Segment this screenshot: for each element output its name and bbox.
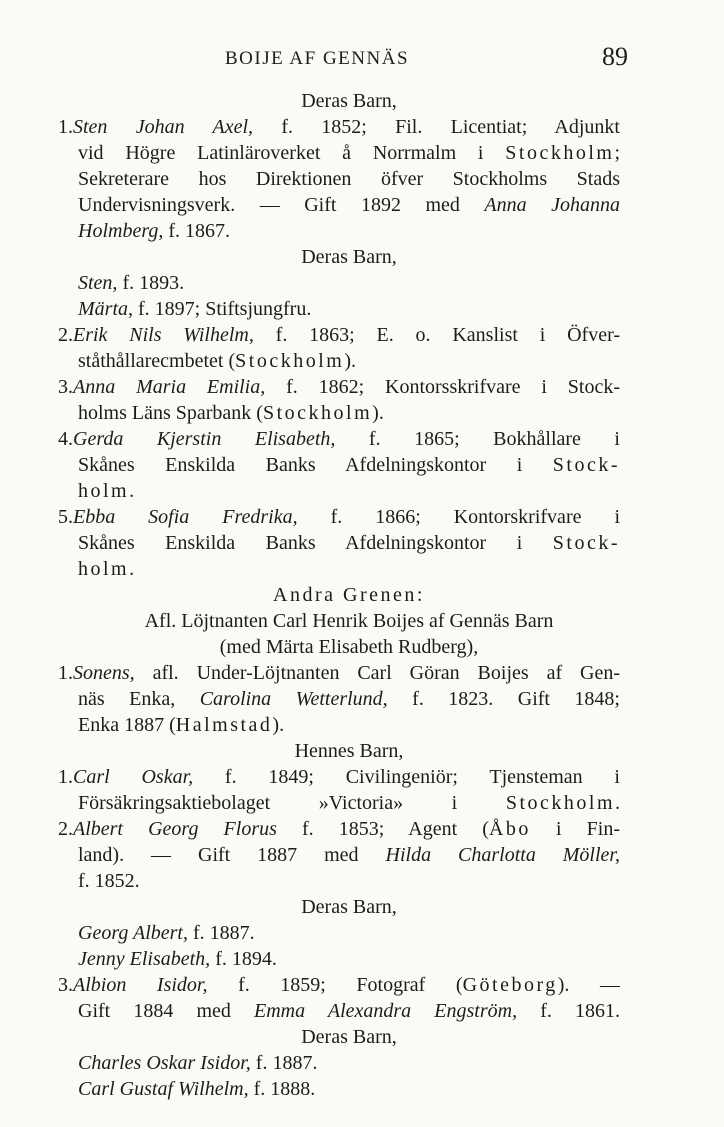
text-line-9 (78, 296, 620, 322)
spaced-text: Stockholm (505, 792, 615, 814)
text-run: Deras Barn, (301, 1026, 397, 1048)
text-run: f. 1863; E. o. Kanslist i Öfver- (253, 324, 620, 346)
name-italic: Jenny Elisabeth, (78, 948, 211, 970)
text-line-27 (58, 764, 620, 790)
text-run: 5. (58, 506, 73, 528)
text-line-33 (78, 920, 620, 946)
text-run: f. 1862; Kontorsskrifvare i Stock- (265, 376, 620, 398)
text-run: Sekreterare hos Direktionen öfver Stockholms Stads (78, 168, 620, 190)
spaced-text: Halmstad (175, 714, 273, 736)
text-run: Undervisningsverk. — Gift 1892 med (78, 194, 485, 216)
text-run: afl. Under-Löjtnanten Carl Göran Boijes af Gen- (134, 662, 620, 684)
spaced-text: Stock- (552, 454, 620, 476)
spaced-text: Stockholm (505, 142, 615, 164)
spaced-text: Göteborg (462, 974, 558, 996)
text-line-4 (78, 166, 620, 192)
name-italic: Carl Oskar, (73, 766, 194, 788)
text-line-6 (78, 218, 620, 244)
text-line-21 (78, 608, 620, 634)
name-italic: Ebba Sofia Fredrika, (73, 506, 298, 528)
name-italic: Anna Johanna (484, 194, 620, 216)
text-line-20 (78, 582, 620, 608)
text-run: f. 1867. (163, 220, 231, 242)
text-run: 1. (58, 662, 73, 684)
name-italic: Anna Maria Emilia, (73, 376, 266, 398)
text-run: holms Läns Sparbank ( (78, 402, 263, 424)
text-run: f. 1859; Fotograf ( (207, 974, 463, 996)
text-run: Deras Barn, (301, 896, 397, 918)
text-run: Enka 1887 ( (78, 714, 176, 736)
text-run: 3. (58, 376, 73, 398)
text-run: f. 1861. (517, 1000, 620, 1022)
name-italic: Sten, (78, 272, 118, 294)
spaced-text: holm. (78, 558, 137, 580)
text-line-36 (78, 998, 620, 1024)
name-italic: Georg Albert, (78, 922, 188, 944)
text-run: f. 1823. Gift 1848; (387, 688, 620, 710)
text-line-38 (78, 1050, 620, 1076)
text-line-22 (78, 634, 620, 660)
name-italic: Holmberg, (78, 220, 164, 242)
text-run: 2. (58, 324, 73, 346)
text-run: f. 1887. (188, 922, 255, 944)
text-run: f. 1888. (248, 1078, 316, 1100)
text-line-17 (58, 504, 620, 530)
text-line-11 (78, 348, 620, 374)
text-line-12 (58, 374, 620, 400)
running-title: BOIJE AF GENNÄS (225, 48, 410, 69)
text-run: f. 1852; Fil. Licentiat; Adjunkt (253, 116, 620, 138)
text-run: f. 1893. (117, 272, 185, 294)
text-run: vid Högre Latinläroverket å Norrmalm i (78, 142, 506, 164)
spaced-text: holm. (78, 480, 137, 502)
name-italic: Carolina Wetterlund, (199, 688, 388, 710)
text-line-19 (78, 556, 620, 582)
text-run: f. 1887. (250, 1052, 318, 1074)
text-run: f. 1849; Civilingeniör; Tjensteman i (193, 766, 620, 788)
text-line-28 (78, 790, 620, 816)
text-run: f. 1897; Stiftsjungfru. (133, 298, 312, 320)
text-run: f. 1853; Agent ( (276, 818, 489, 840)
text-line-15 (78, 452, 620, 478)
name-italic: Sonens, (73, 662, 135, 684)
text-run: ). (372, 402, 384, 424)
text-run: Hennes Barn, (294, 740, 404, 762)
text-run: (med Märta Elisabeth Rudberg), (219, 636, 479, 658)
name-italic: Carl Gustaf Wilhelm, (78, 1078, 249, 1100)
text-run: 2. (58, 818, 73, 840)
name-italic: Albert Georg Florus (73, 818, 277, 840)
page-header (0, 42, 724, 78)
text-run: ). (344, 350, 356, 372)
text-run: f. 1865; Bokhållare i (335, 428, 620, 450)
name-italic: Hilda Charlotta Möller, (385, 844, 620, 866)
text-run: ). (272, 714, 285, 736)
text-line-26 (78, 738, 620, 764)
text-line-24 (78, 686, 620, 712)
text-run: f. 1894. (210, 948, 277, 970)
text-line-31 (78, 868, 620, 894)
text-line-37 (78, 1024, 620, 1050)
text-line-18 (78, 530, 620, 556)
name-italic: Charles Oskar Isidor, (78, 1052, 251, 1074)
spaced-text: Stock- (552, 532, 620, 554)
text-line-5 (78, 192, 620, 218)
spaced-text: Stockholm (235, 350, 345, 372)
text-line-7 (78, 244, 620, 270)
text-run: ). — (557, 974, 620, 996)
text-run: 1. (58, 766, 73, 788)
name-italic: Märta, (78, 298, 133, 320)
text-run: Gift 1884 med (78, 1000, 255, 1022)
text-run: f. 1866; Kontorskrifvare i (297, 506, 620, 528)
text-line-10 (58, 322, 620, 348)
text-run: Skånes Enskilda Banks Afdelningskontor i (78, 454, 553, 476)
text-run: 1. (58, 116, 73, 138)
name-italic: Erik Nils Wilhelm, (73, 324, 254, 346)
text-line-34 (78, 946, 620, 972)
text-run: ståthållarecmbetet ( (78, 350, 236, 372)
name-italic: Emma Alexandra Engström, (254, 1000, 518, 1022)
text-run: 4. (58, 428, 73, 450)
text-run: . (615, 792, 620, 814)
name-italic: Gerda Kjerstin Elisabeth, (73, 428, 336, 450)
text-run: i Fin- (530, 818, 620, 840)
text-run: Afl. Löjtnanten Carl Henrik Boijes af Gennäs Barn (144, 610, 554, 632)
spaced-text: Åbo (488, 818, 531, 840)
page-number: 89 (602, 42, 628, 71)
name-italic: Sten Johan Axel, (73, 116, 254, 138)
text-line-32 (78, 894, 620, 920)
text-run: ; (614, 142, 620, 164)
text-line-3 (78, 140, 620, 166)
name-italic: Albion Isidor, (73, 974, 208, 996)
text-run: Försäkringsaktiebolaget »Victoria» i (78, 792, 506, 814)
spaced-text: Andra Grenen: (273, 584, 425, 606)
text-line-25 (78, 712, 620, 738)
text-line-1 (78, 88, 620, 114)
text-line-35 (58, 972, 620, 998)
text-run: 3. (58, 974, 73, 996)
text-line-2 (58, 114, 620, 140)
text-line-23 (58, 660, 620, 686)
text-run: Deras Barn, (301, 90, 397, 112)
text-run: Deras Barn, (301, 246, 397, 268)
text-run: Skånes Enskilda Banks Afdelningskontor i (78, 532, 553, 554)
spaced-text: Stockholm (262, 402, 373, 424)
text-line-30 (78, 842, 620, 868)
text-line-8 (78, 270, 620, 296)
text-line-13 (78, 400, 620, 426)
text-line-14 (58, 426, 620, 452)
text-run: land). — Gift 1887 med (78, 844, 386, 866)
text-line-39 (78, 1076, 620, 1102)
text-run: f. 1852. (78, 870, 140, 892)
text-line-29 (58, 816, 620, 842)
text-run: näs Enka, (78, 688, 200, 710)
text-line-16 (78, 478, 620, 504)
